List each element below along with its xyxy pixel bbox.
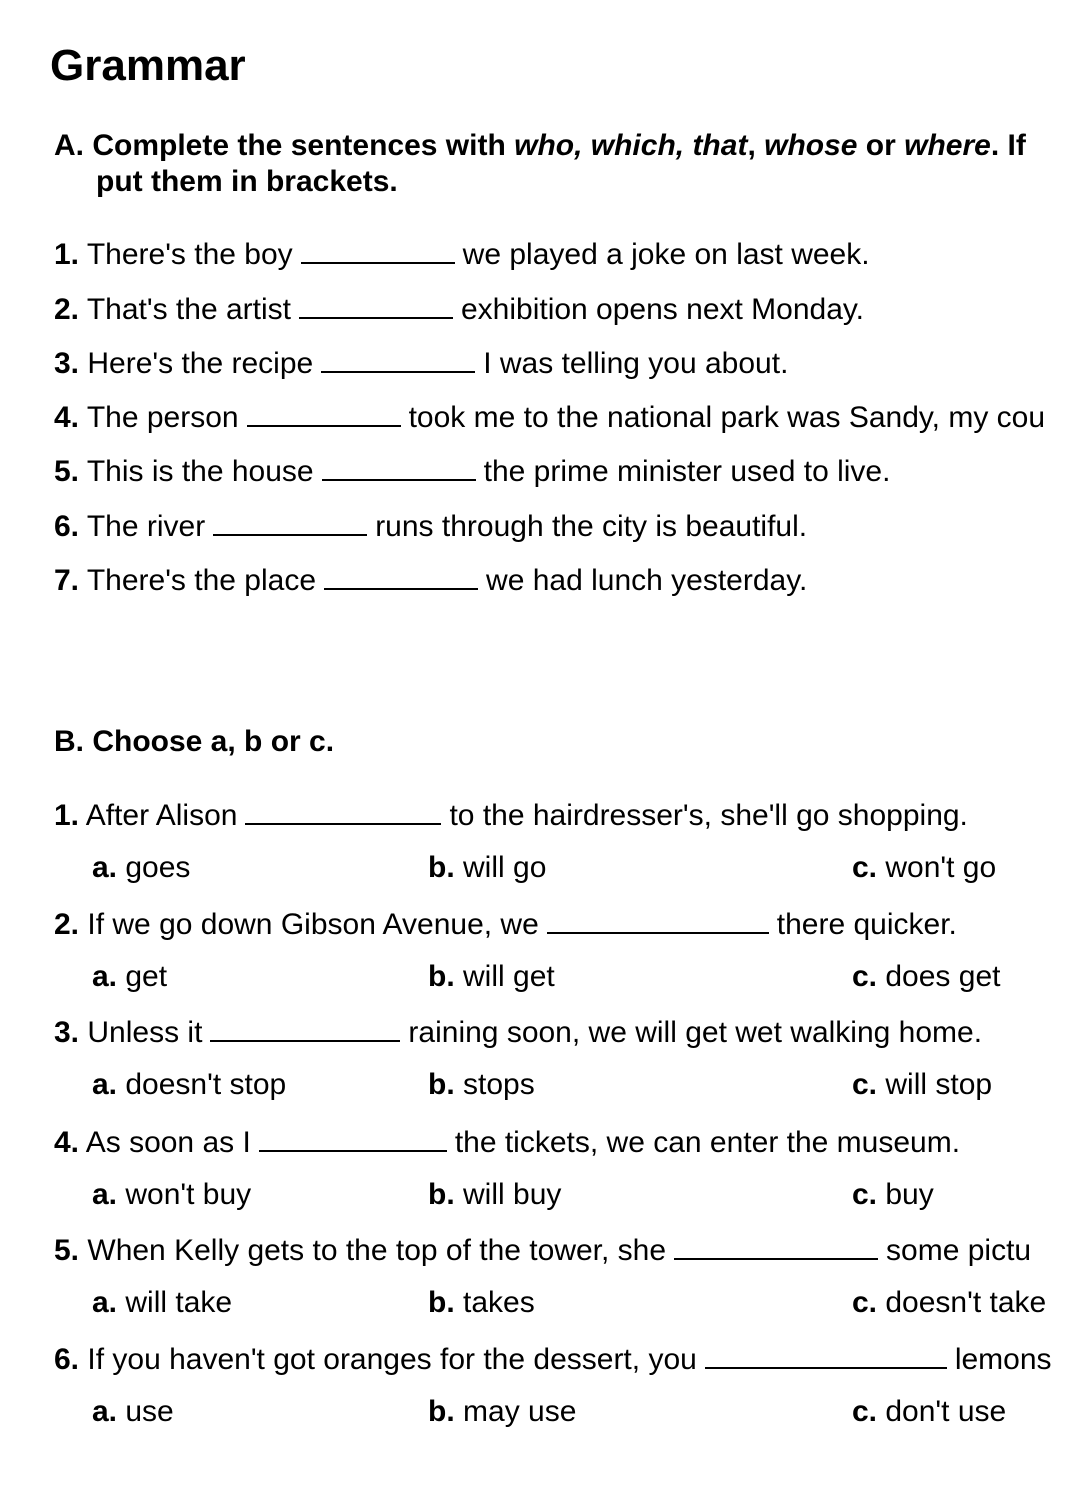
- option-label: c.: [852, 1178, 878, 1211]
- a-item-6: [54, 507, 807, 545]
- instr-part2: . If: [990, 129, 1026, 162]
- option-a[interactable]: [92, 1285, 232, 1321]
- a-item-1: [54, 235, 870, 273]
- option-a[interactable]: [92, 959, 167, 995]
- option-label: b.: [428, 851, 455, 884]
- answer-blank[interactable]: [259, 1123, 447, 1152]
- option-a[interactable]: [92, 850, 190, 886]
- instr-or: or: [857, 129, 905, 162]
- page-title: Grammar: [50, 41, 246, 90]
- option-text: doesn't take: [885, 1286, 1047, 1319]
- option-label: c.: [852, 1068, 878, 1101]
- item-text-after: we played a joke on last week.: [462, 238, 870, 271]
- item-number: 4.: [54, 1126, 80, 1159]
- option-label: a.: [92, 960, 118, 993]
- item-text-before: There's the boy: [86, 238, 293, 271]
- item-text-before: As soon as I: [85, 1126, 251, 1159]
- b-item-4: [54, 1123, 960, 1161]
- a-item-5: [54, 452, 890, 490]
- item-text-after: we had lunch yesterday.: [486, 564, 808, 597]
- option-text: don't use: [885, 1395, 1007, 1428]
- option-text: buy: [885, 1178, 934, 1211]
- item-text-after: some pictu: [886, 1234, 1032, 1267]
- item-number: 1.: [54, 799, 80, 832]
- item-text-before: The river: [86, 510, 206, 543]
- section-b-heading: B. Choose a, b or c.: [54, 725, 335, 758]
- item-text-after: the prime minister used to live.: [483, 455, 891, 488]
- item-text-after: to the hairdresser's, she'll go shopping.: [449, 799, 968, 832]
- option-text: will stop: [885, 1068, 993, 1101]
- instr-where: where: [904, 129, 991, 162]
- item-number: 2.: [54, 908, 80, 941]
- option-label: a.: [92, 1395, 118, 1428]
- option-a[interactable]: [92, 1177, 251, 1213]
- a-item-4: [54, 398, 1045, 436]
- option-label: c.: [852, 1395, 878, 1428]
- option-b[interactable]: [428, 1067, 535, 1103]
- a-item-2: [54, 290, 864, 328]
- answer-blank[interactable]: [324, 561, 478, 590]
- option-c[interactable]: [852, 1285, 1046, 1321]
- option-text: does get: [885, 960, 1001, 993]
- b-item-5: [54, 1231, 1031, 1269]
- section-a-letter: A.: [54, 129, 84, 162]
- option-label: a.: [92, 1068, 118, 1101]
- option-label: a.: [92, 851, 118, 884]
- item-number: 7.: [54, 564, 80, 597]
- option-text: won't go: [885, 851, 997, 884]
- b-item-1: [54, 796, 968, 834]
- option-label: b.: [428, 1286, 455, 1319]
- option-text: goes: [125, 851, 191, 884]
- answer-blank[interactable]: [321, 344, 475, 373]
- option-text: use: [125, 1395, 174, 1428]
- item-text-before: There's the place: [86, 564, 317, 597]
- option-text: will take: [125, 1286, 233, 1319]
- option-b[interactable]: [428, 959, 555, 995]
- option-text: won't buy: [125, 1178, 252, 1211]
- option-c[interactable]: [852, 850, 996, 886]
- item-text-before: The person: [86, 401, 239, 434]
- item-text-after: took me to the national park was Sandy, my cou: [408, 401, 1046, 434]
- option-text: will go: [463, 851, 547, 884]
- option-a[interactable]: [92, 1067, 286, 1103]
- b-item-6: [54, 1340, 1052, 1378]
- option-text: will get: [463, 960, 555, 993]
- item-number: 3.: [54, 347, 80, 380]
- option-label: b.: [428, 1068, 455, 1101]
- answer-blank[interactable]: [547, 905, 769, 934]
- item-text-before: Unless it: [87, 1016, 203, 1049]
- option-text: will buy: [463, 1178, 562, 1211]
- item-number: 4.: [54, 401, 80, 434]
- option-label: c.: [852, 1286, 878, 1319]
- section-a-instructions-line2: put them in brackets.: [96, 165, 398, 198]
- item-number: 1.: [54, 238, 80, 271]
- option-label: b.: [428, 960, 455, 993]
- option-label: c.: [852, 960, 878, 993]
- answer-blank[interactable]: [322, 452, 476, 481]
- instr-comma: ,: [747, 129, 765, 162]
- option-label: c.: [852, 851, 878, 884]
- item-number: 5.: [54, 455, 80, 488]
- item-text-after: there quicker.: [776, 908, 957, 941]
- answer-blank[interactable]: [674, 1231, 878, 1260]
- item-number: 6.: [54, 510, 80, 543]
- section-a-instructions: [54, 128, 1026, 164]
- answer-blank[interactable]: [299, 290, 453, 319]
- option-b[interactable]: [428, 1394, 576, 1430]
- option-text: takes: [463, 1286, 535, 1319]
- option-c[interactable]: [852, 1177, 934, 1213]
- item-text-before: Here's the recipe: [87, 347, 314, 380]
- instr-whose: whose: [764, 129, 858, 162]
- item-text-before: If you haven't got oranges for the dessert, you: [87, 1343, 697, 1376]
- option-b[interactable]: [428, 1285, 535, 1321]
- option-label: a.: [92, 1178, 118, 1211]
- b-item-2: [54, 905, 957, 943]
- item-text-before: This is the house: [86, 455, 314, 488]
- option-label: b.: [428, 1178, 455, 1211]
- option-b[interactable]: [428, 1177, 561, 1213]
- item-text-after: raining soon, we will get wet walking home.: [408, 1016, 983, 1049]
- item-text-after: I was telling you about.: [483, 347, 789, 380]
- item-number: 3.: [54, 1016, 80, 1049]
- option-b[interactable]: [428, 850, 546, 886]
- answer-blank[interactable]: [301, 235, 455, 264]
- item-text-after: exhibition opens next Monday.: [460, 293, 865, 326]
- item-text-before: That's the artist: [86, 293, 291, 326]
- option-text: may use: [463, 1395, 577, 1428]
- item-number: 5.: [54, 1234, 80, 1267]
- b-item-3: [54, 1013, 982, 1051]
- instr-part1: Complete the sentences with: [92, 129, 515, 162]
- option-c[interactable]: [852, 1067, 992, 1103]
- instr-words: who, which, that: [514, 129, 748, 162]
- answer-blank[interactable]: [247, 398, 401, 427]
- answer-blank[interactable]: [705, 1340, 947, 1369]
- option-a[interactable]: [92, 1394, 174, 1430]
- item-number: 6.: [54, 1343, 80, 1376]
- item-text-before: After Alison: [85, 799, 238, 832]
- option-text: stops: [463, 1068, 535, 1101]
- option-label: b.: [428, 1395, 455, 1428]
- answer-blank[interactable]: [245, 796, 441, 825]
- option-text: doesn't stop: [125, 1068, 287, 1101]
- option-c[interactable]: [852, 959, 1000, 995]
- option-c[interactable]: [852, 1394, 1006, 1430]
- option-text: get: [125, 960, 168, 993]
- item-text-after: lemons: [954, 1343, 1052, 1376]
- item-text-after: runs through the city is beautiful.: [375, 510, 808, 543]
- answer-blank[interactable]: [213, 507, 367, 536]
- a-item-3: [54, 344, 788, 382]
- item-text-after: the tickets, we can enter the museum.: [454, 1126, 961, 1159]
- answer-blank[interactable]: [210, 1013, 400, 1042]
- option-label: a.: [92, 1286, 118, 1319]
- item-text-before: When Kelly gets to the top of the tower, she: [87, 1234, 667, 1267]
- item-number: 2.: [54, 293, 80, 326]
- a-item-7: [54, 561, 807, 599]
- item-text-before: If we go down Gibson Avenue, we: [87, 908, 539, 941]
